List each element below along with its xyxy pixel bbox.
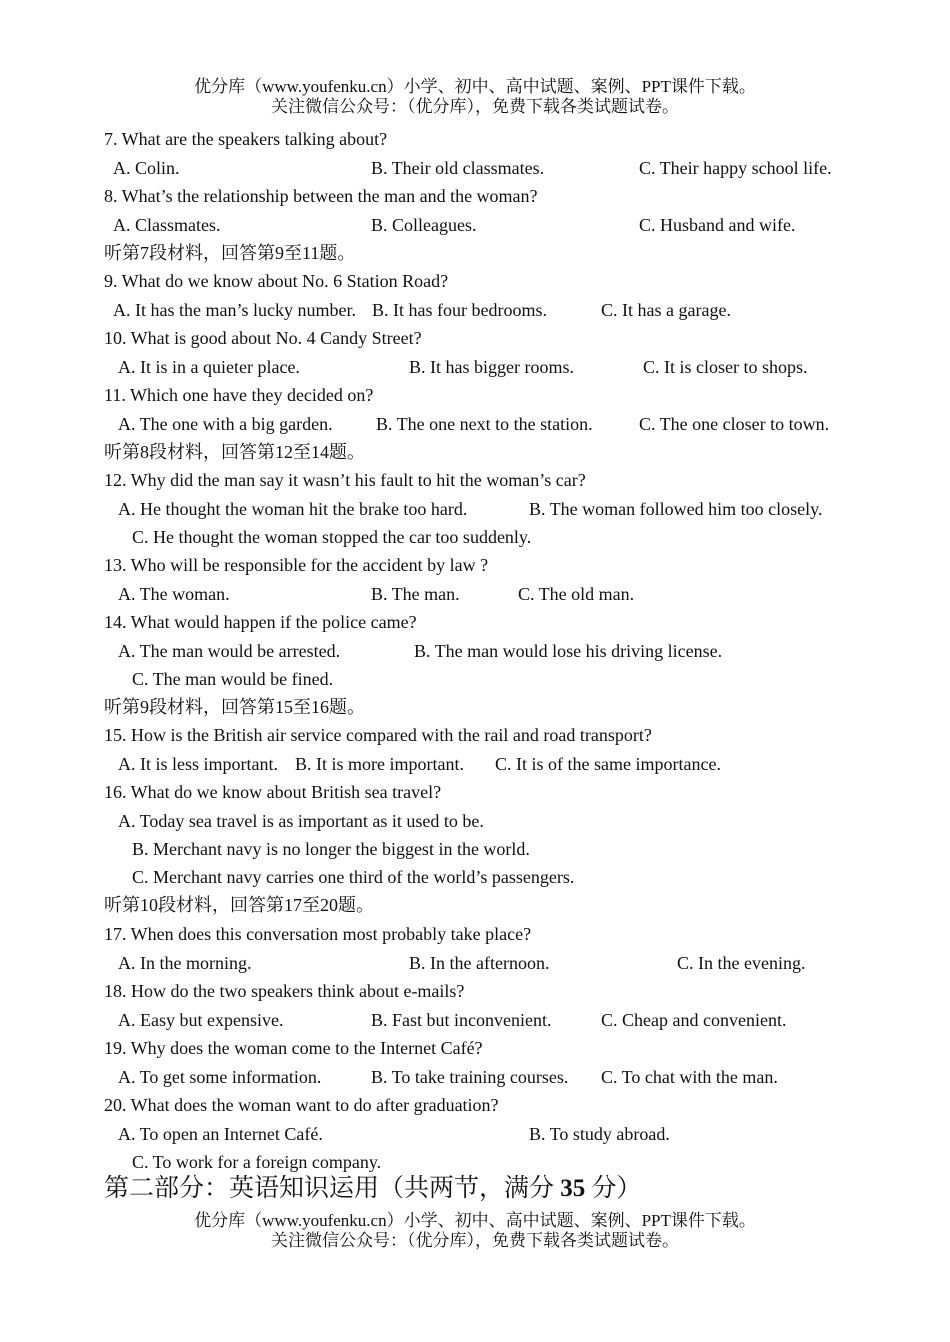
question-17-stem: 17. When does this conversation most probably take place? (104, 924, 532, 944)
footer-line-1: 优分库（www.youfenku.cn）小学、初中、高中试题、案例、PPT课件下载。 (194, 1211, 756, 1230)
question-18-option-a: A. Easy but expensive. (118, 1010, 284, 1030)
question-7-option-a: A. Colin. (113, 158, 180, 178)
page-header (0, 77, 950, 117)
question-12-option-c: C. He thought the woman stopped the car too suddenly. (132, 527, 532, 547)
question-10-stem: 10. What is good about No. 4 Candy Street? (104, 328, 422, 348)
header-line-2: 关注微信公众号：（优分库），免费下载各类试题试卷。 (271, 97, 679, 116)
part-two-heading (104, 1174, 642, 1204)
page-footer (0, 1211, 950, 1251)
section-8-instruction: 听第8段材料，回答第12至14题。 (104, 442, 365, 462)
question-19-option-b: B. To take training courses. (371, 1067, 569, 1087)
question-19-stem: 19. Why does the woman come to the Internet Café? (104, 1038, 483, 1058)
part-two-prefix: 第二部分：英语知识运用（共两节，满分 (104, 1175, 555, 1202)
question-10-option-a: A. It is in a quieter place. (118, 357, 300, 377)
question-13-stem: 13. Who will be responsible for the accident by law ? (104, 555, 489, 575)
question-11-option-a: A. The one with a big garden. (118, 414, 333, 434)
part-two-score: 35 (560, 1175, 586, 1202)
question-14-option-c: C. The man would be fined. (132, 669, 334, 689)
question-11-option-b: B. The one next to the station. (376, 414, 593, 434)
part-two-suffix: 分） (591, 1175, 642, 1202)
question-14-stem: 14. What would happen if the police came? (104, 612, 417, 632)
question-12-option-a: A. He thought the woman hit the brake too hard. (118, 499, 468, 519)
question-7-option-c: C. Their happy school life. (639, 158, 832, 178)
question-12-stem: 12. Why did the man say it wasn’t his fault to hit the woman’s car? (104, 470, 586, 490)
question-13-option-b: B. The man. (371, 584, 460, 604)
question-8-option-a: A. Classmates. (113, 215, 221, 235)
question-8-stem: 8. What’s the relationship between the man and the woman? (104, 186, 538, 206)
question-11-option-c: C. The one closer to town. (639, 414, 830, 434)
question-18-stem: 18. How do the two speakers think about e-mails? (104, 981, 465, 1001)
question-8-option-b: B. Colleagues. (371, 215, 477, 235)
header-line-1: 优分库（www.youfenku.cn）小学、初中、高中试题、案例、PPT课件下载。 (194, 77, 756, 96)
question-17-option-c: C. In the evening. (677, 953, 806, 973)
question-16-option-a: A. Today sea travel is as important as it used to be. (118, 811, 484, 831)
question-8-option-c: C. Husband and wife. (639, 215, 796, 235)
question-18-option-b: B. Fast but inconvenient. (371, 1010, 552, 1030)
question-15-stem: 15. How is the British air service compared with the rail and road transport? (104, 725, 652, 745)
question-19-option-a: A. To get some information. (118, 1067, 322, 1087)
question-18-option-c: C. Cheap and convenient. (601, 1010, 787, 1030)
question-20-option-b: B. To study abroad. (529, 1124, 670, 1144)
question-17-option-b: B. In the afternoon. (409, 953, 550, 973)
question-11-stem: 11. Which one have they decided on? (104, 385, 374, 405)
question-7-stem: 7. What are the speakers talking about? (104, 129, 388, 149)
question-13-option-c: C. The old man. (518, 584, 635, 604)
question-10-option-c: C. It is closer to shops. (643, 357, 808, 377)
question-19-option-c: C. To chat with the man. (601, 1067, 778, 1087)
question-7-option-b: B. Their old classmates. (371, 158, 545, 178)
question-15-option-b: B. It is more important. (295, 754, 464, 774)
question-16-option-b: B. Merchant navy is no longer the biggest in the world. (132, 839, 530, 859)
question-13-option-a: A. The woman. (118, 584, 230, 604)
question-9-stem: 9. What do we know about No. 6 Station Road? (104, 271, 449, 291)
question-10-option-b: B. It has bigger rooms. (409, 357, 574, 377)
question-16-stem: 16. What do we know about British sea travel? (104, 782, 442, 802)
question-9-option-b: B. It has four bedrooms. (372, 300, 547, 320)
question-9-option-a: A. It has the man’s lucky number. (113, 300, 356, 320)
question-16-option-c: C. Merchant navy carries one third of the world’s passengers. (132, 867, 575, 887)
footer-line-2: 关注微信公众号：（优分库），免费下载各类试题试卷。 (271, 1231, 679, 1250)
question-12-option-b: B. The woman followed him too closely. (529, 499, 823, 519)
question-15-option-c: C. It is of the same importance. (495, 754, 721, 774)
section-10-instruction: 听第10段材料，回答第17至20题。 (104, 895, 374, 915)
question-17-option-a: A. In the morning. (118, 953, 252, 973)
question-9-option-c: C. It has a garage. (601, 300, 731, 320)
question-15-option-a: A. It is less important. (118, 754, 278, 774)
question-20-option-c: C. To work for a foreign company. (132, 1152, 382, 1172)
question-14-option-a: A. The man would be arrested. (118, 641, 341, 661)
question-20-stem: 20. What does the woman want to do after graduation? (104, 1095, 499, 1115)
section-9-instruction: 听第9段材料，回答第15至16题。 (104, 697, 365, 717)
question-14-option-b: B. The man would lose his driving license. (414, 641, 723, 661)
section-7-instruction: 听第7段材料，回答第9至11题。 (104, 243, 356, 263)
question-20-option-a: A. To open an Internet Café. (118, 1124, 323, 1144)
